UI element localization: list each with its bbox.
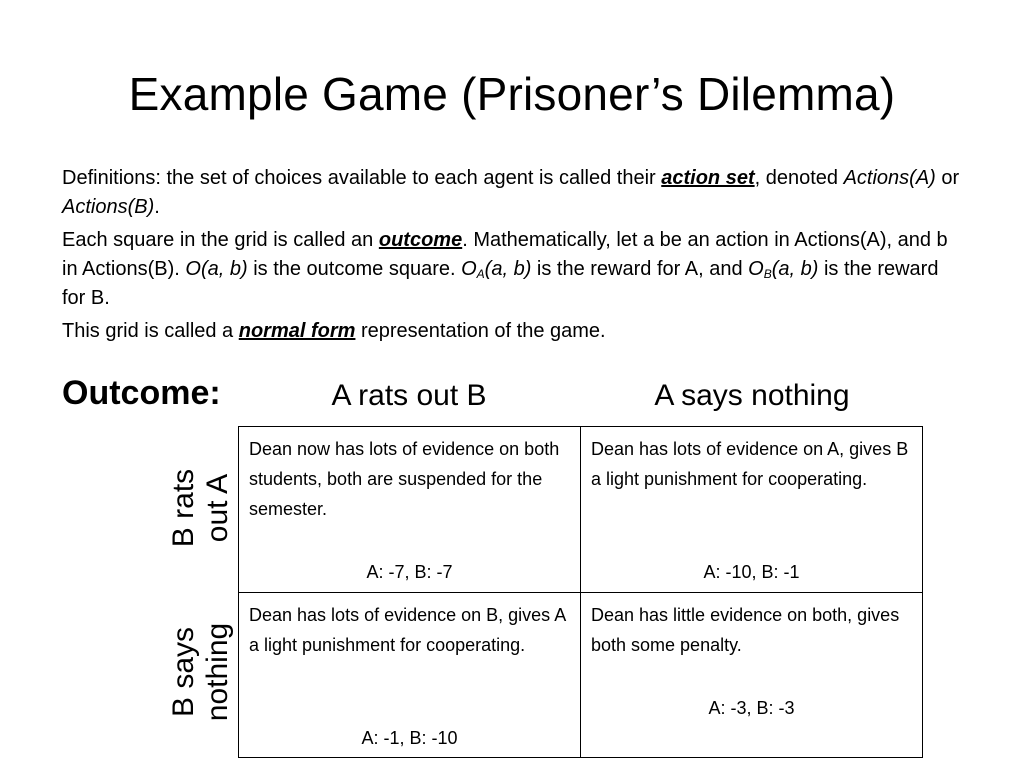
definitions-text: This grid is called a [62, 320, 239, 342]
reward-args: (a, b) [484, 258, 532, 280]
subscript-a: A [476, 267, 485, 281]
reward-symbol: O [461, 258, 477, 280]
row-header-line: out A [201, 473, 234, 543]
column-header-a-silent: A says nothing [654, 379, 850, 412]
definitions-text: is the reward for B. [62, 258, 939, 309]
payoff-grid [238, 426, 923, 758]
reward-b-notation [748, 258, 818, 280]
reward-symbol: O [748, 258, 764, 280]
reward-args: (a, b) [771, 258, 819, 280]
row-header-line: B rats [167, 468, 200, 548]
outcome-description: Dean has lots of evidence on A, gives B a light punishment for cooperating. [591, 439, 909, 489]
reward-a-notation [461, 258, 531, 280]
definitions-text: Definitions: the set of choices available to each agent is called their [62, 167, 662, 189]
outcome-cell-b-rats-a-silent [581, 427, 922, 593]
row-header-b-rats [167, 425, 235, 591]
definitions-text: or [935, 167, 960, 189]
definitions-paragraph-2 [62, 226, 962, 313]
outcome-cell-both-silent [581, 593, 922, 757]
definitions-paragraph-1 [62, 164, 962, 222]
outcome-payoff: A: -3, B: -3 [708, 698, 795, 718]
outcome-payoff: A: -10, B: -1 [703, 562, 800, 582]
row-header-b-silent [167, 571, 235, 773]
definitions-text: . Mathematically, let a be an action in Actions(A), and b in Actions(B). [62, 229, 948, 280]
actions-b-notation: Actions(B) [62, 196, 155, 218]
outcome-label: Outcome: [62, 374, 221, 412]
definitions-text: . [154, 196, 160, 218]
subscript-b: B [763, 267, 772, 281]
outcome-notation: O(a, b) [185, 258, 248, 280]
outcome-cell-a-rats-b-silent [239, 593, 581, 757]
outcome-description: Dean has lots of evidence on B, gives A a light punishment for cooperating. [249, 605, 566, 655]
definitions-text: , denoted [754, 167, 844, 189]
definitions-text: is the reward for A, and [531, 258, 749, 280]
outcome-description: Dean now has lots of evidence on both students, both are suspended for the semester. [249, 439, 560, 519]
actions-a-notation: Actions(A) [843, 167, 936, 189]
term-outcome: outcome [378, 229, 463, 251]
definitions-block [62, 164, 962, 346]
term-action-set: action set [661, 167, 755, 189]
slide-title: Example Game (Prisoner’s Dilemma) [128, 68, 896, 120]
outcome-description: Dean has little evidence on both, gives both some penalty. [591, 605, 900, 655]
definitions-paragraph-3 [62, 317, 962, 346]
definitions-text: Each square in the grid is called an [62, 229, 379, 251]
term-normal-form: normal form [238, 320, 356, 342]
outcome-payoff: A: -1, B: -10 [361, 728, 458, 748]
outcome-payoff: A: -7, B: -7 [366, 562, 453, 582]
outcome-cell-both-rat [239, 427, 581, 593]
column-header-a-rats: A rats out B [331, 379, 487, 412]
row-header-line: nothing [201, 622, 234, 722]
definitions-text: is the outcome square. [247, 258, 462, 280]
definitions-text: representation of the game. [355, 320, 606, 342]
row-header-line: B says [167, 626, 200, 718]
